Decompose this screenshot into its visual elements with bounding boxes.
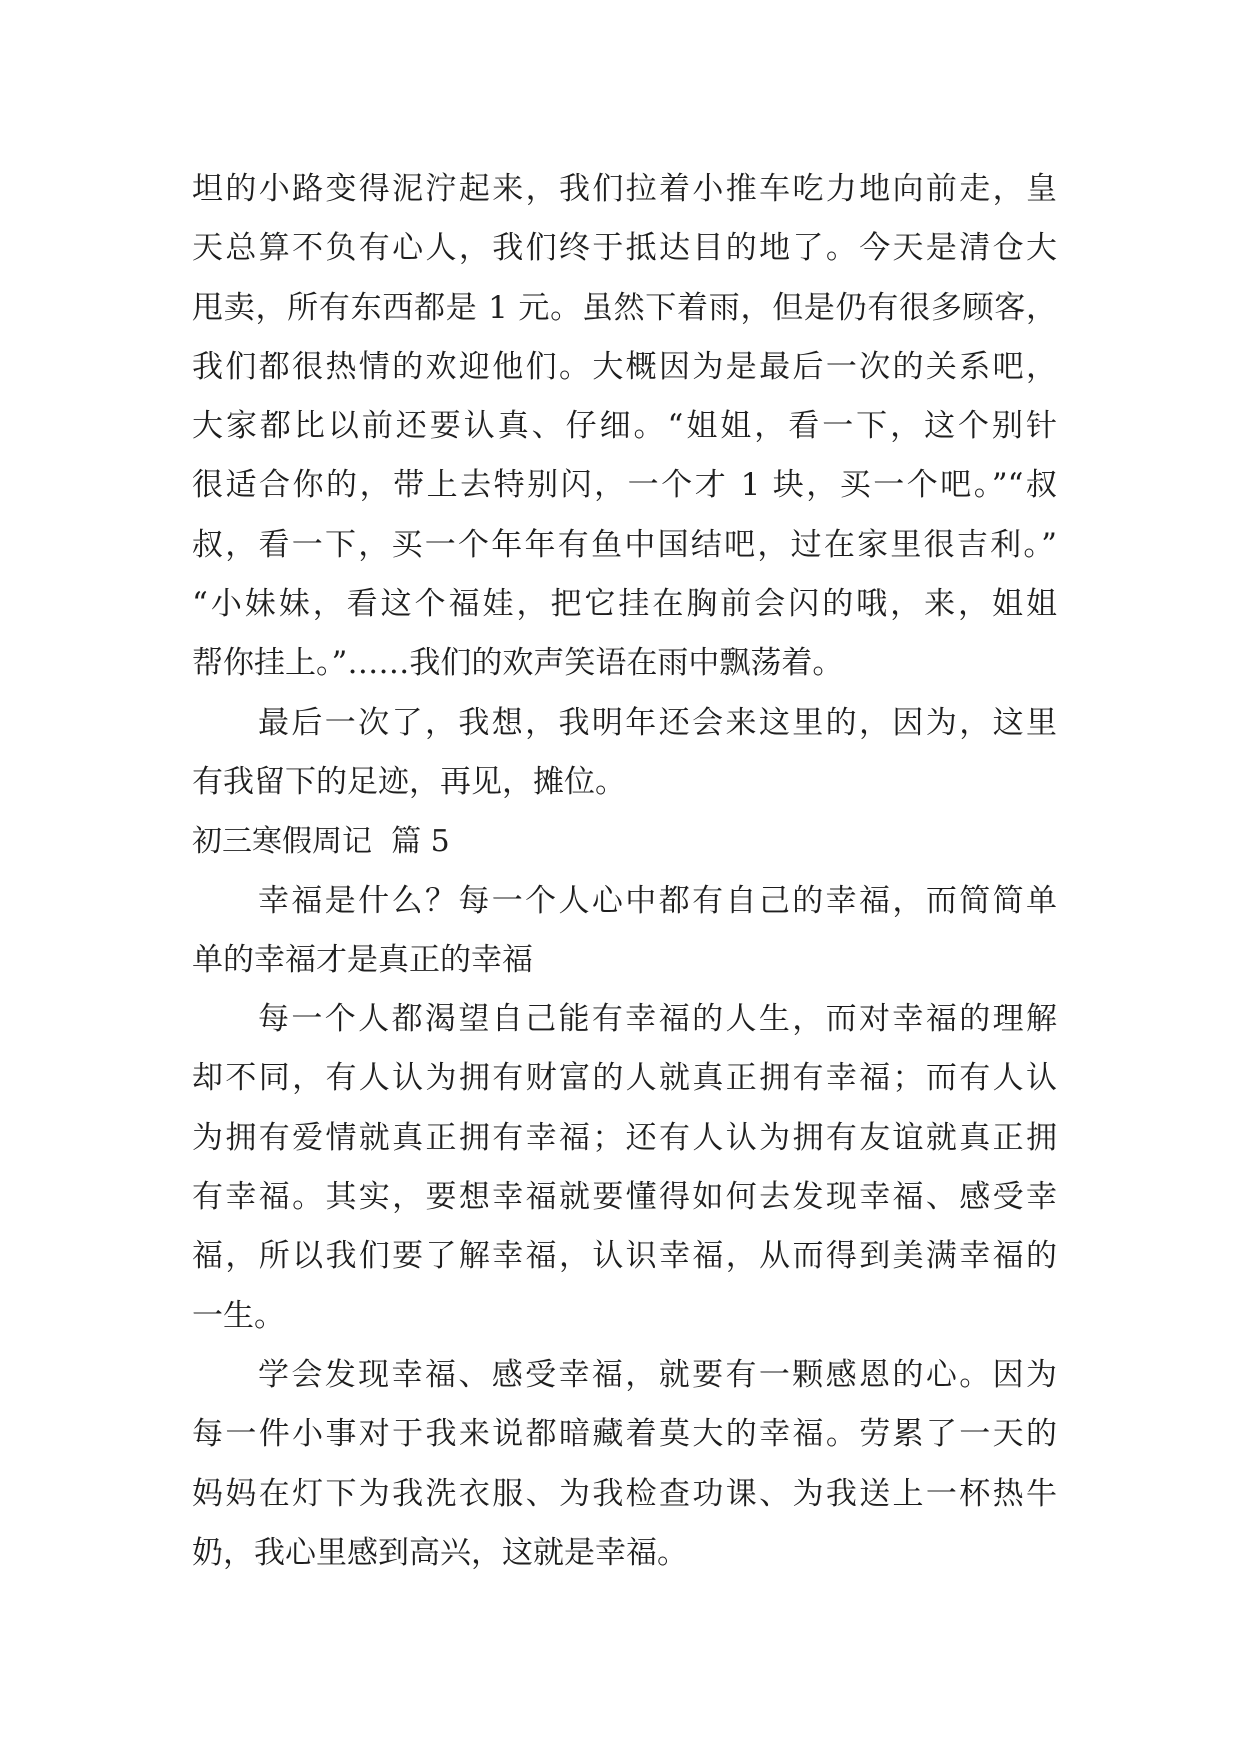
text-line: 奶，我心里感到高兴，这就是幸福。 — [192, 1534, 688, 1571]
section-heading: 初三寒假周记 篇 5 — [192, 824, 450, 860]
text-line: 天总算不负有心人，我们终于抵达目的地了。今天是清仓大 — [192, 230, 1057, 267]
text-line: 却不同，有人认为拥有财富的人就真正拥有幸福；而有人认 — [192, 1060, 1057, 1097]
text-line: 有我留下的足迹，再见，摊位。 — [192, 763, 626, 800]
text-line: 大家都比以前还要认真、仔细。“姐姐，看一下，这个别针 — [192, 408, 1057, 445]
text-line: 学会发现幸福、感受幸福，就要有一颗感恩的心。因为 — [258, 1356, 1057, 1393]
text-line: 最后一次了，我想，我明年还会来这里的，因为，这里 — [258, 704, 1057, 741]
text-line: 每一件小事对于我来说都暗藏着莫大的幸福。劳累了一天的 — [192, 1416, 1057, 1453]
text-line: 为拥有爱情就真正拥有幸福；还有人认为拥有友谊就真正拥 — [192, 1119, 1057, 1156]
text-line: 幸福是什么？每一个人心中都有自己的幸福，而简简单 — [258, 882, 1057, 919]
text-line: “小妹妹，看这个福娃，把它挂在胸前会闪的哦，来，姐姐 — [192, 586, 1057, 623]
text-line: 单的幸福才是真正的幸福 — [192, 941, 533, 978]
text-line: 有幸福。其实，要想幸福就要懂得如何去发现幸福、感受幸 — [192, 1179, 1057, 1216]
text-line: 叔，看一下，买一个年年有鱼中国结吧，过在家里很吉利。” — [192, 526, 1057, 563]
text-line: 福，所以我们要了解幸福，认识幸福，从而得到美满幸福的 — [192, 1238, 1057, 1275]
document-body — [192, 160, 1057, 1583]
text-line: 很适合你的，带上去特别闪，一个才 1 块，买一个吧。”“叔 — [192, 467, 1057, 504]
text-line: 一生。 — [192, 1297, 285, 1334]
text-line: 妈妈在灯下为我洗衣服、为我检查功课、为我送上一杯热牛 — [192, 1475, 1057, 1512]
text-line: 我们都很热情的欢迎他们。大概因为是最后一次的关系吧， — [192, 348, 1057, 385]
text-line: 帮你挂上。”……我们的欢声笑语在雨中飘荡着。 — [192, 645, 844, 682]
text-line: 坦的小路变得泥泞起来，我们拉着小推车吃力地向前走，皇 — [192, 171, 1057, 207]
text-line: 甩卖，所有东西都是 1 元。虽然下着雨，但是仍有很多顾客， — [192, 289, 1057, 326]
text-line: 每一个人都渴望自己能有幸福的人生，而对幸福的理解 — [258, 1001, 1057, 1038]
